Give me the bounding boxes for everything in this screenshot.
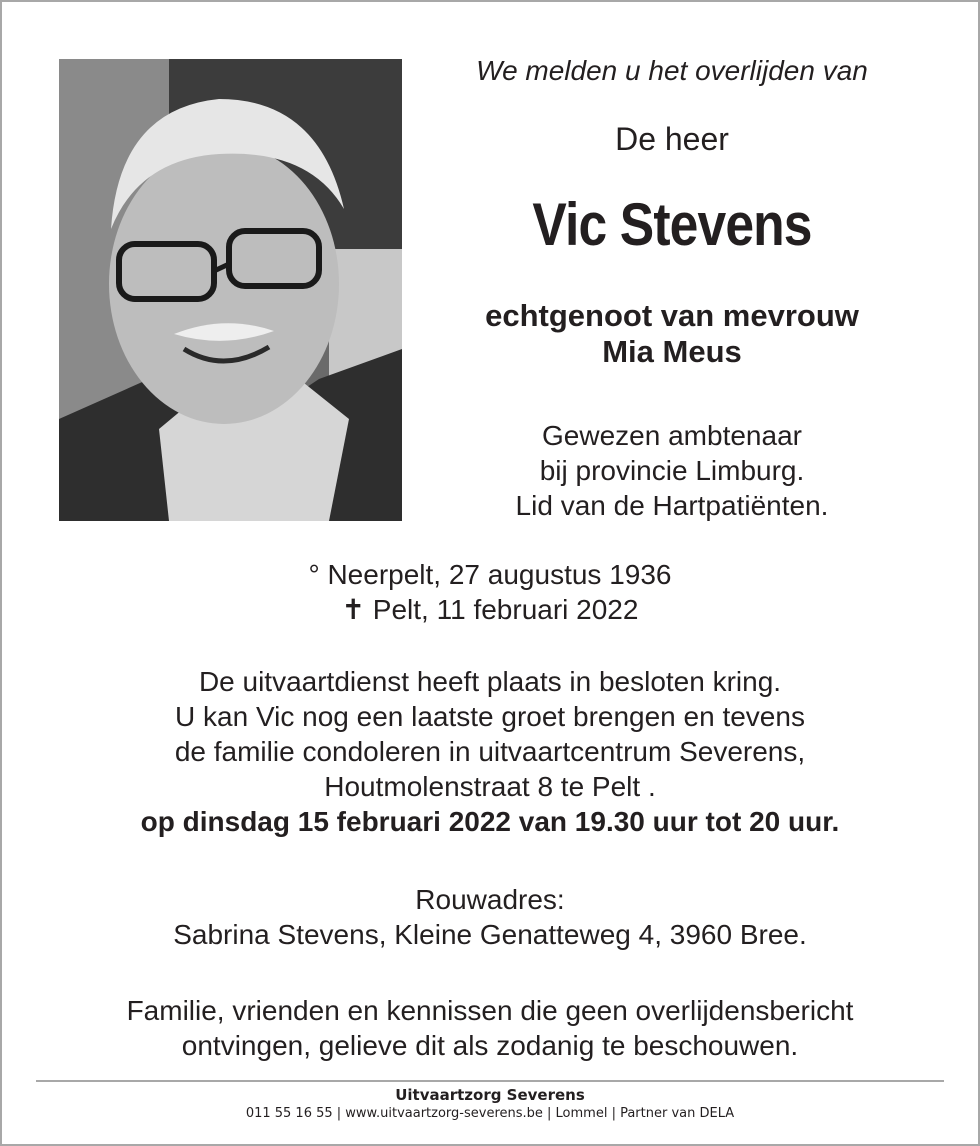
service-line: de familie condoleren in uitvaartcentrum Severens, bbox=[174, 736, 806, 767]
address-value: Sabrina Stevens, Kleine Genatteweg 4, 3960 Bree. bbox=[173, 919, 807, 950]
spouse-line-2: Mia Meus bbox=[602, 334, 742, 369]
service-info bbox=[0, 664, 980, 839]
portrait-photo bbox=[59, 59, 402, 521]
service-line: De uitvaartdienst heeft plaats in besloten kring. bbox=[198, 666, 782, 697]
intro-text: We melden u het overlijden van bbox=[476, 55, 868, 86]
footer-contact: 011 55 16 55 | www.uitvaartzorg-severens.be | Lommel | Partner van DELA bbox=[245, 1106, 735, 1121]
bio-line: Lid van de Hartpatiënten. bbox=[515, 490, 829, 521]
birth-date: ° Neerpelt, 27 augustus 1936 bbox=[308, 559, 672, 590]
bio-line: bij provincie Limburg. bbox=[539, 455, 805, 486]
spouse-line-1: echtgenoot van mevrouw bbox=[485, 298, 859, 333]
life-dates bbox=[0, 557, 980, 627]
address-label: Rouwadres: bbox=[415, 884, 565, 915]
closing-text bbox=[0, 993, 980, 1063]
closing-line: Familie, vrienden en kennissen die geen overlijdensbericht bbox=[126, 995, 854, 1026]
salutation: De heer bbox=[615, 121, 729, 157]
closing-line: ontvingen, gelieve dit als zodanig te beschouwen. bbox=[181, 1030, 799, 1061]
death-date: ✝ Pelt, 11 februari 2022 bbox=[341, 594, 639, 625]
spouse-info bbox=[402, 298, 942, 370]
bio-line: Gewezen ambtenaar bbox=[542, 420, 802, 451]
biography bbox=[402, 418, 942, 523]
service-line: U kan Vic nog een laatste groet brengen en tevens bbox=[175, 701, 805, 732]
mourning-address bbox=[0, 882, 980, 952]
service-time: op dinsdag 15 februari 2022 van 19.30 uur tot 20 uur. bbox=[140, 806, 840, 837]
footer-divider bbox=[36, 1080, 944, 1082]
service-line: Houtmolenstraat 8 te Pelt . bbox=[324, 771, 656, 802]
deceased-name: Vic Stevens bbox=[532, 191, 812, 258]
footer-company: Uitvaartzorg Severens bbox=[395, 1086, 585, 1104]
